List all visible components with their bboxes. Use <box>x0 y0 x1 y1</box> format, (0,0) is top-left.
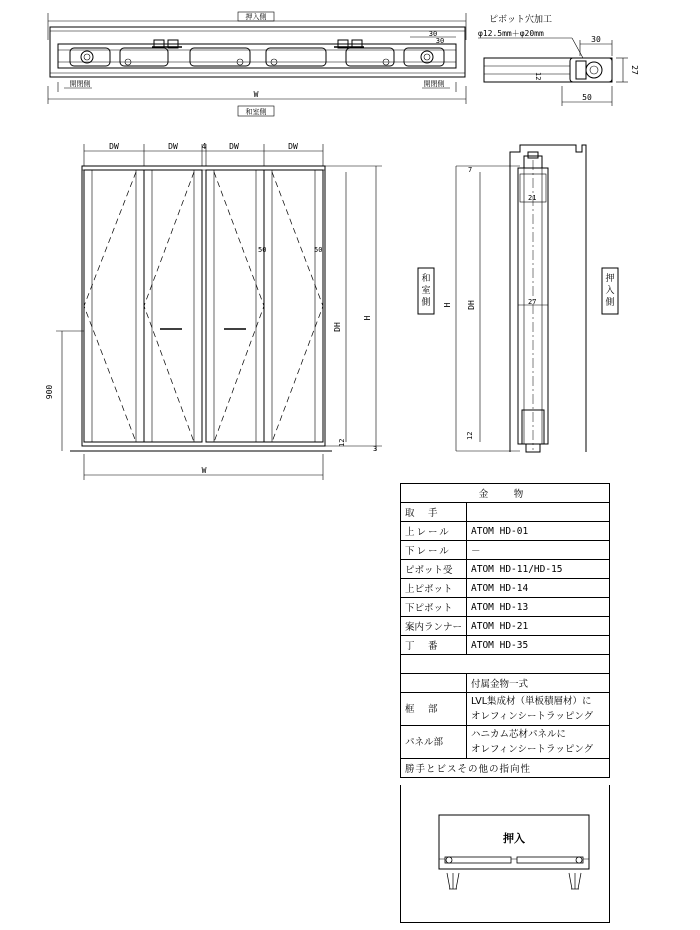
detail-dim-bottom: 50 <box>582 93 592 102</box>
elev-bottom-12: 12 <box>338 438 346 447</box>
spec-header: 金 物 <box>401 484 610 503</box>
spec-row-lower-pivot: 下ピボット ATOM HD-13 <box>401 598 610 617</box>
orientation-title: 勝手とビスその他の指向性 <box>401 759 610 778</box>
elev-dim-dw-4: DW <box>288 142 298 151</box>
elev-dim-dw-2: DW <box>168 142 178 151</box>
spec-row-blank <box>401 655 610 674</box>
elev-dh: DH <box>333 322 342 332</box>
plan-dim-30: 30 <box>428 30 438 38</box>
panel-label: パネル部 <box>401 726 467 759</box>
spec-row-lower-rail: 下レール － <box>401 541 610 560</box>
elev-dim-gap: 4 <box>201 142 207 151</box>
plan-dim-30-sub: 30 <box>435 37 445 45</box>
spec-row-guide-runner: 案内ランナー ATOM HD-21 <box>401 617 610 636</box>
orientation-label: 押入 <box>503 832 525 845</box>
plan-top-label: 押入側 <box>245 13 267 21</box>
pivot-detail <box>478 13 639 106</box>
plan-bottom-label: 和室側 <box>245 108 267 116</box>
spec-row-hinge: 丁 番 ATOM HD-35 <box>401 636 610 655</box>
spec-row-panel <box>401 726 610 759</box>
section-top-7: 7 <box>468 166 473 174</box>
detail-dim-small: 12 <box>534 72 542 81</box>
detail-dim-side: 27 <box>630 65 639 75</box>
spec-row-handle: 取 手 <box>401 503 610 522</box>
section-dim-21: 21 <box>528 194 537 202</box>
plan-view <box>48 12 466 116</box>
plan-overall-dim: W <box>253 90 259 99</box>
plan-right-tag: 開閉側 <box>423 80 445 88</box>
section-right-tag: 押入側 <box>605 274 615 308</box>
elev-height-900: 900 <box>45 384 54 400</box>
detail-title: ピボット穴加工 <box>489 15 553 25</box>
spec-row-upper-rail: 上レール ATOM HD-01 <box>401 522 610 541</box>
elev-width: W <box>201 466 207 475</box>
detail-dim-top: 30 <box>591 35 601 44</box>
detail-spec: φ12.5mm＋φ20mm <box>478 29 544 38</box>
section-dim-27: 27 <box>528 298 537 306</box>
spec-row-upper-pivot: 上ピボット ATOM HD-14 <box>401 579 610 598</box>
front-elevation <box>45 142 382 480</box>
spec-row-accessories <box>401 674 610 693</box>
elev-mark-left: 50 <box>258 246 267 254</box>
elev-mark-right: 50 <box>314 246 323 254</box>
side-section <box>418 145 618 452</box>
elev-dim-dw-3: DW <box>229 142 239 151</box>
section-h: H <box>443 302 452 308</box>
spec-row-frame <box>401 693 610 726</box>
elev-h: H <box>363 315 372 321</box>
orientation-diagram <box>401 785 611 923</box>
plan-left-tag: 開閉側 <box>69 80 91 88</box>
elev-dim-dw-1: DW <box>109 142 119 151</box>
section-left-tag: 和室側 <box>421 274 431 308</box>
hardware-spec-table <box>400 483 610 778</box>
elev-bottom-3: 3 <box>373 445 378 453</box>
panel-material: ハニカム芯材パネルに オレフィンシートラッピング <box>467 726 610 759</box>
section-dh: DH <box>467 300 476 310</box>
frame-label: 框 部 <box>401 693 467 726</box>
frame-material: LVL集成材（単板積層材）に オレフィンシートラッピング <box>467 693 610 726</box>
section-bottom-12: 12 <box>466 431 474 440</box>
spec-row-pivot-receiver: ピボット受 ATOM HD-11/HD-15 <box>401 560 610 579</box>
orientation-box <box>400 785 610 923</box>
accessories-text: 付属金物一式 <box>467 674 610 693</box>
